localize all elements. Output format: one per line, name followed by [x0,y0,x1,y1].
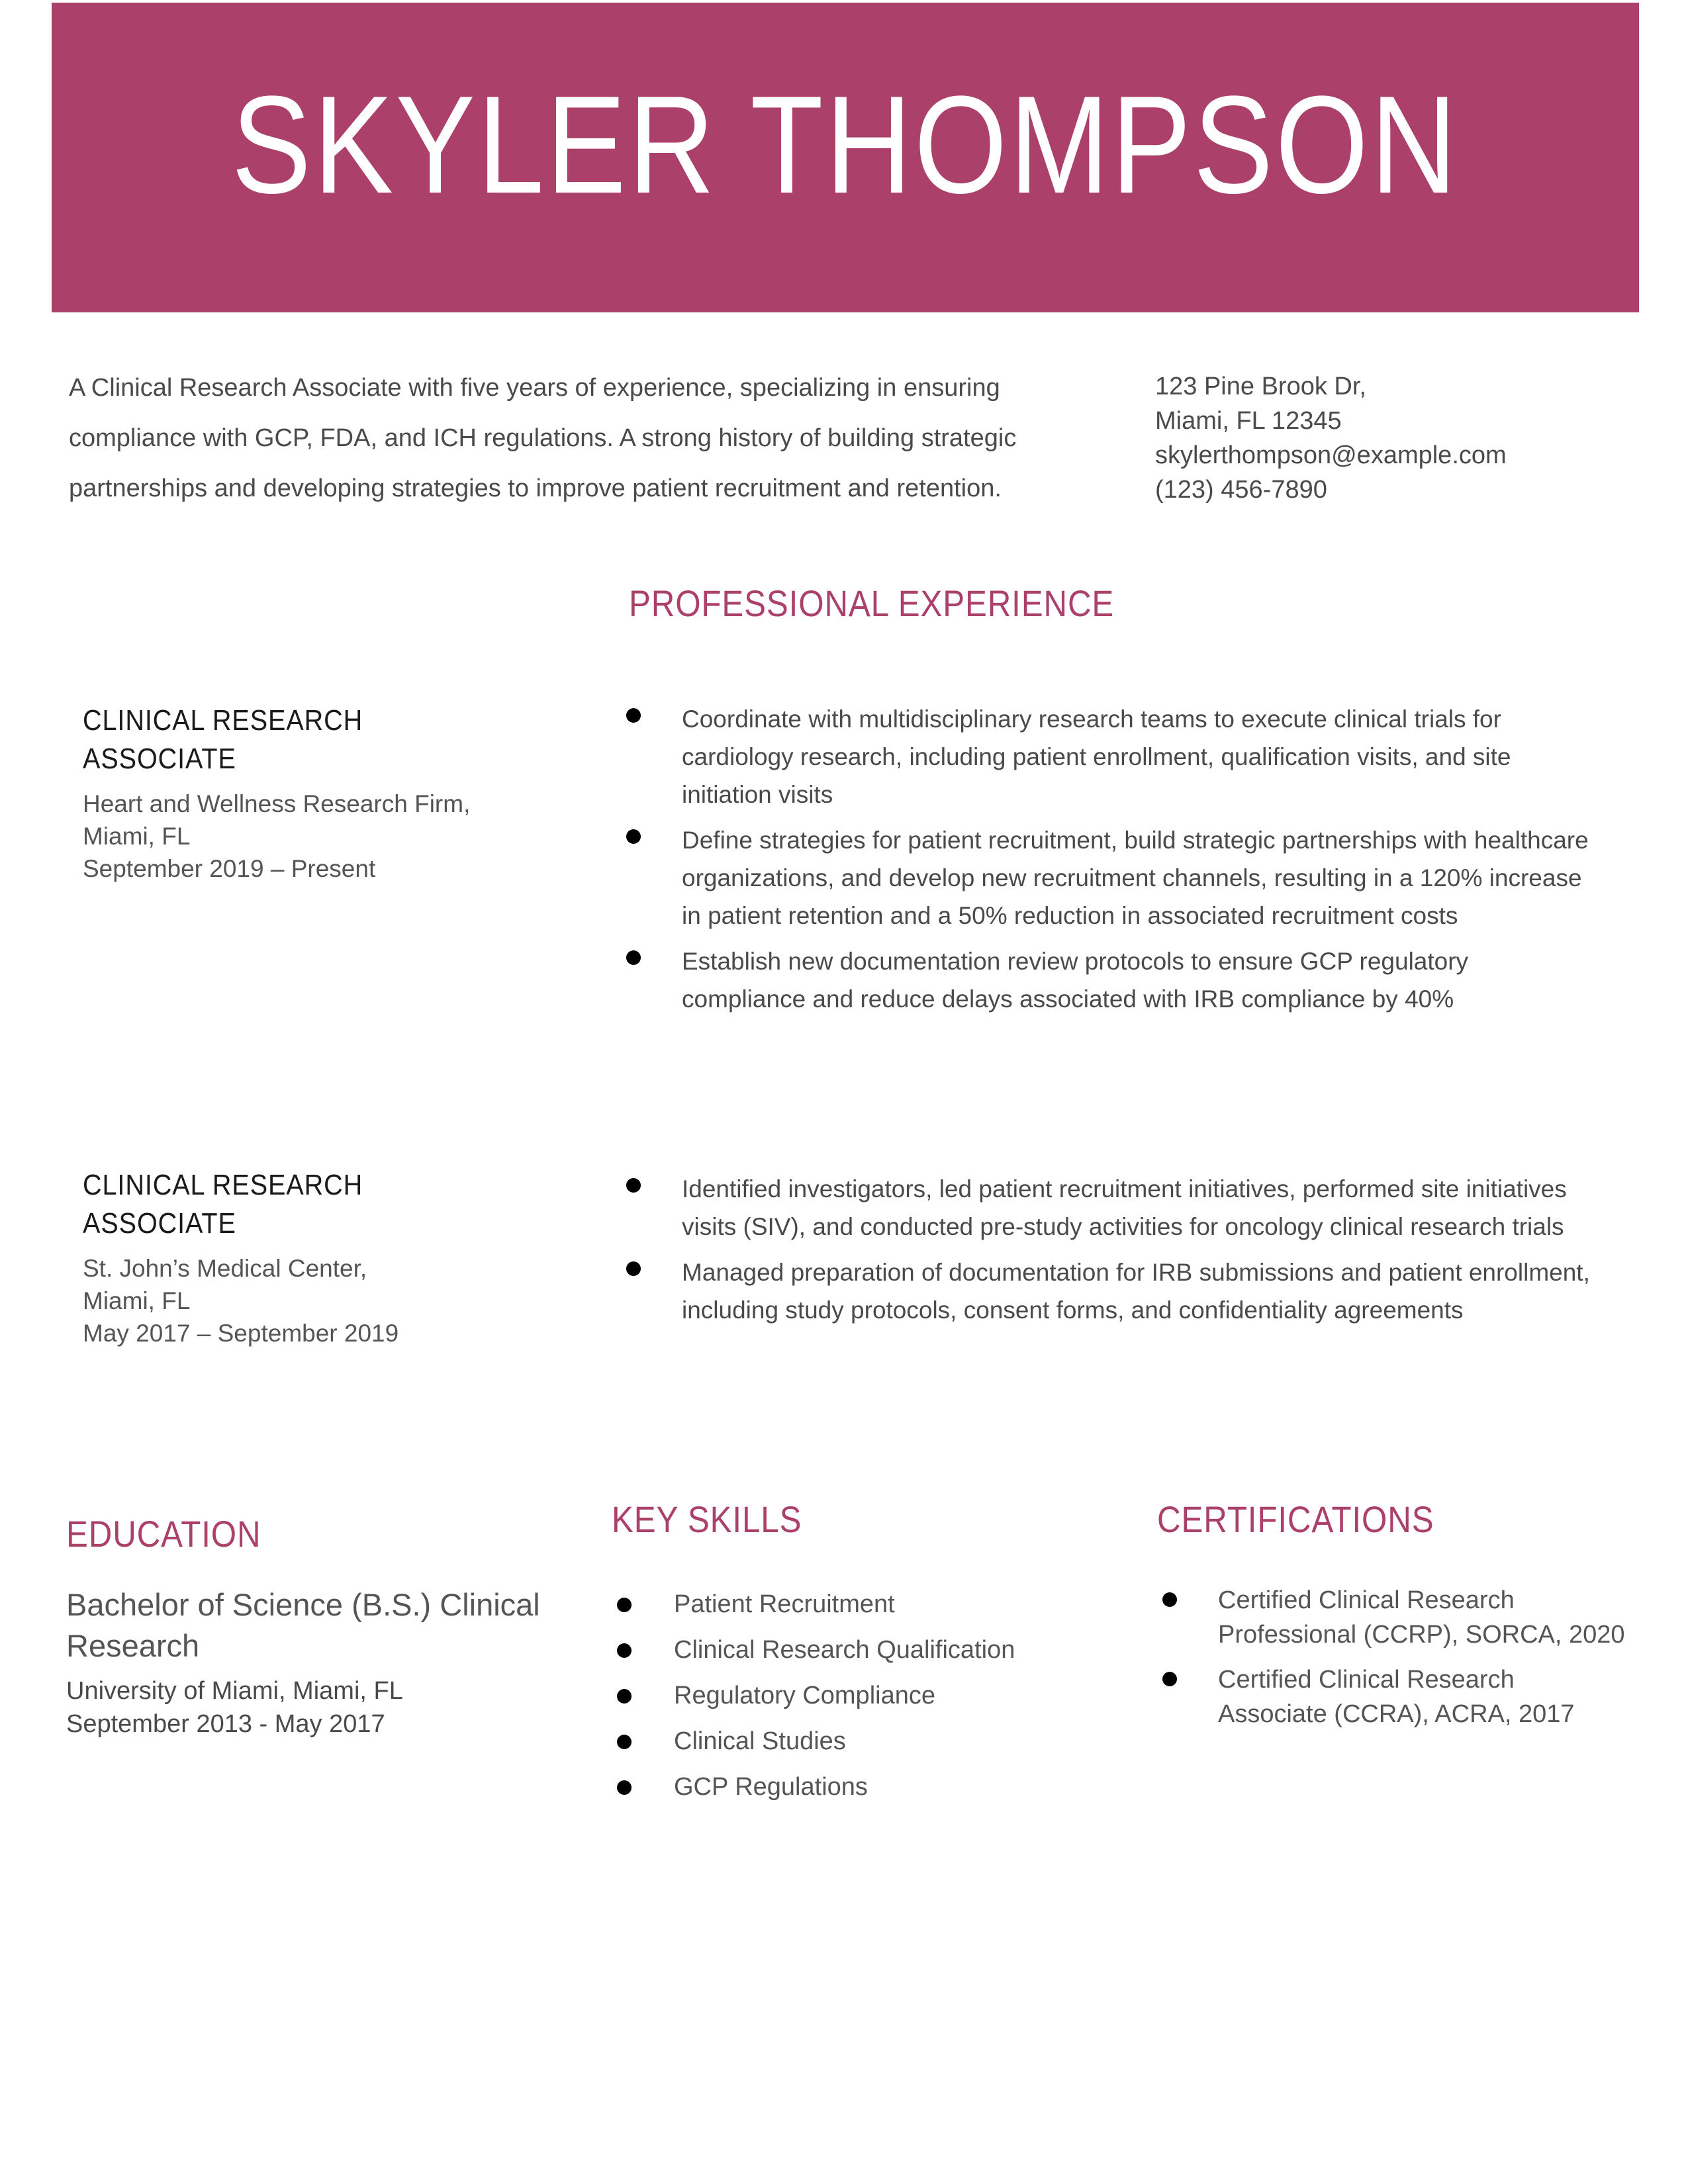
list-item [682,821,1595,934]
certification-text: Certified Clinical Research Associate (CCRA), ACRA, 2017 [1218,1666,1575,1728]
job-title: CLINICAL RESEARCH ASSOCIATE [83,704,363,775]
professional-summary: A Clinical Research Associate with five years of experience, specializing in ensuring compliance with GCP, FDA, and ICH regulations. A strong history of building strategic partnerships and developing strategies to improve patient recruitment and retention. [69,374,1017,502]
bullet-icon [626,950,641,965]
skill-text: Clinical Studies [674,1727,846,1755]
job-title: CLINICAL RESEARCH ASSOCIATE [83,1169,363,1240]
skill-text: Patient Recruitment [674,1590,895,1618]
list-item [674,1673,1137,1719]
section-title-certifications: CERTIFICATIONS [1157,1498,1434,1540]
phone-number: (123) 456-7890 [1155,476,1327,504]
list-item [682,942,1595,1018]
skill-text: Clinical Research Qualification [674,1636,1015,1664]
job-location: Miami, FL [83,1287,191,1314]
list-item [674,1719,1137,1764]
bullet-text: Define strategies for patient recruitment, build strategic partnerships with healthcare organizations, and develop new recruitment channels, resulting in a 120% increase in patient retention and a 50% reduction in associated recruitment costs [682,827,1589,929]
job-company: Heart and Wellness Research Firm, [83,790,471,817]
bullet-icon [617,1780,632,1795]
bullet-icon [1162,1592,1177,1607]
bullet-text: Identified investigators, led patient recruitment initiatives, performed site initiatives visits (SIV), and conducted pre-study activities for oncology clinical research trials [682,1175,1567,1240]
job-company: St. John’s Medical Center, [83,1255,367,1282]
bullet-text: Managed preparation of documentation for IRB submissions and patient enrollment, including study protocols, consent forms, and confidentiality agreements [682,1259,1590,1324]
bullet-text: Coordinate with multidisciplinary research teams to execute clinical trials for cardiology research, including patient enrollment, qualification visits, and site initiation visits [682,705,1511,808]
bullet-icon [626,1261,641,1276]
certification-text: Certified Clinical Research Professional (CCRP), SORCA, 2020 [1218,1586,1625,1649]
section-title-education: EDUCATION [66,1513,261,1555]
section-title-experience: PROFESSIONAL EXPERIENCE [629,582,1115,624]
skill-text: GCP Regulations [674,1773,868,1801]
bullet-icon [617,1689,632,1704]
bullet-icon [617,1598,632,1612]
contact-info [1155,369,1658,507]
name-banner [52,3,1639,312]
address-line-1: 123 Pine Brook Dr, [1155,373,1366,400]
list-item [682,1170,1595,1246]
list-item [674,1582,1137,1627]
list-item [674,1764,1137,1810]
job-bullets [682,700,1595,1026]
email-address: skylerthompson@example.com [1155,441,1507,469]
job-dates: September 2019 – Present [83,855,376,882]
bullet-text: Establish new documentation review protocols to ensure GCP regulatory compliance and reduce delays associated with IRB compliance by 40% [682,948,1469,1013]
job-bullets [682,1170,1595,1337]
skill-text: Regulatory Compliance [674,1682,935,1709]
list-item [1218,1662,1628,1731]
education-degree: Bachelor of Science (B.S.) Clinical Research [66,1587,540,1663]
list-item [682,700,1595,813]
list-item [1218,1583,1628,1652]
job-meta [83,1252,573,1349]
list-item [674,1627,1137,1673]
list-item [682,1253,1595,1329]
job-location: Miami, FL [83,823,191,850]
bullet-icon [626,1178,641,1193]
section-title-skills: KEY SKILLS [612,1498,802,1540]
certifications-list [1218,1583,1628,1742]
skills-list [674,1582,1137,1810]
job-meta [83,788,573,885]
education-meta [66,1674,543,1741]
bullet-icon [617,1735,632,1749]
bullet-icon [626,829,641,844]
bullet-icon [617,1643,632,1658]
education-school: University of Miami, Miami, FL [66,1677,403,1705]
bullet-icon [626,708,641,723]
address-line-2: Miami, FL 12345 [1155,407,1342,435]
job-dates: May 2017 – September 2019 [83,1320,399,1347]
bullet-icon [1162,1672,1177,1686]
candidate-name: SKYLER THOMPSON [231,67,1460,222]
education-dates: September 2013 - May 2017 [66,1710,385,1738]
